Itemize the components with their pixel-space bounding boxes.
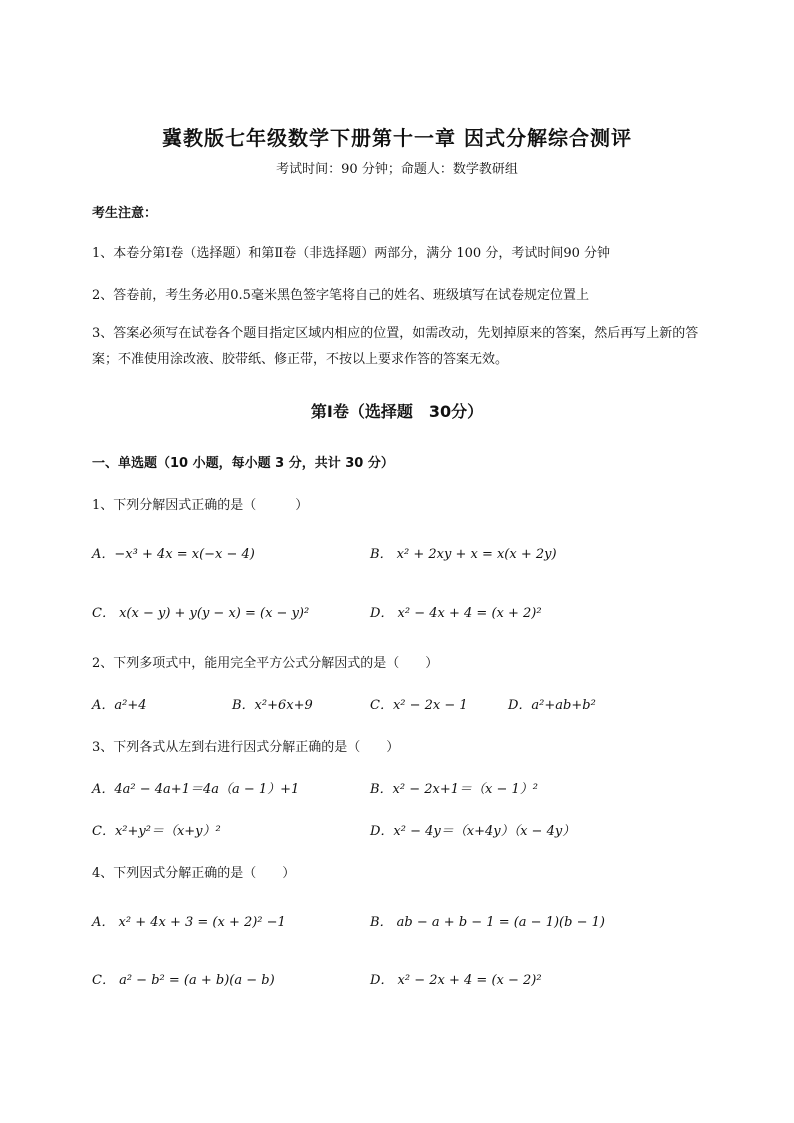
question-1-option-c[interactable]: C． x(x − y) + y(y − x) = (x − y)² bbox=[92, 606, 310, 621]
question-1-option-d[interactable]: D． x² − 4x + 4 = (x + 2)² bbox=[370, 606, 542, 621]
question-4-option-c[interactable]: C． a² − b² = (a + b)(a − b) bbox=[92, 973, 275, 988]
question-3-option-d[interactable]: D．x² − 4y＝（x+4y）（x − 4y） bbox=[370, 824, 576, 839]
question-1-option-b[interactable]: B． x² + 2xy + x = x(x + 2y) bbox=[370, 547, 557, 562]
question-2-option-a[interactable]: A．a²+4 bbox=[92, 698, 147, 713]
question-3-option-a[interactable]: A．4a² − 4a+1＝4a（a − 1）+1 bbox=[92, 782, 300, 797]
section-title: 第Ⅰ卷（选择题 30分） bbox=[310, 402, 484, 421]
notice-item-2: 2、答卷前，考生务必用0.5毫米黑色签字笔将自己的姓名、班级填写在试卷规定位置上 bbox=[92, 288, 589, 303]
question-3-option-b[interactable]: B．x² − 2x+1＝（x − 1）² bbox=[370, 782, 538, 797]
part-heading: 一、单选题（10 小题，每小题 3 分，共计 30 分） bbox=[92, 456, 394, 471]
question-1-stem: 1、下列分解因式正确的是（ ） bbox=[92, 498, 309, 513]
notice-item-1: 1、本卷分第Ⅰ卷（选择题）和第Ⅱ卷（非选择题）两部分，满分 100 分，考试时间90 分钟 bbox=[92, 246, 610, 261]
question-2-option-c[interactable]: C．x² − 2x − 1 bbox=[370, 698, 468, 713]
notice-item-3: 3、答案必须写在试卷各个题目指定区域内相应的位置，如需改动，先划掉原来的答案，然后再写上新的答案；不准使用涂改液、胶带纸、修正带，不按以上要求作答的答案无效。 bbox=[92, 326, 699, 367]
question-4-option-b[interactable]: B． ab − a + b − 1 = (a − 1)(b − 1) bbox=[370, 915, 605, 930]
question-2-option-b[interactable]: B．x²+6x+9 bbox=[232, 698, 313, 713]
question-3-option-c[interactable]: C．x²+y²＝（x+y）² bbox=[92, 824, 221, 839]
question-4-option-d[interactable]: D． x² − 2x + 4 = (x − 2)² bbox=[370, 973, 542, 988]
question-3-stem: 3、下列各式从左到右进行因式分解正确的是（ ） bbox=[92, 740, 400, 755]
question-2-stem: 2、下列多项式中，能用完全平方公式分解因式的是（ ） bbox=[92, 656, 439, 671]
question-4-stem: 4、下列因式分解正确的是（ ） bbox=[92, 866, 296, 881]
question-1-option-a[interactable]: A．−x³ + 4x = x(−x − 4) bbox=[92, 547, 255, 562]
exam-title: 冀教版七年级数学下册第十一章 因式分解综合测评 bbox=[162, 126, 632, 150]
question-2-option-d[interactable]: D．a²+ab+b² bbox=[508, 698, 596, 713]
exam-subtitle: 考试时间：90 分钟；命题人：数学教研组 bbox=[276, 162, 518, 177]
notice-heading: 考生注意： bbox=[92, 206, 158, 221]
question-4-option-a[interactable]: A． x² + 4x + 3 = (x + 2)² −1 bbox=[92, 915, 286, 930]
